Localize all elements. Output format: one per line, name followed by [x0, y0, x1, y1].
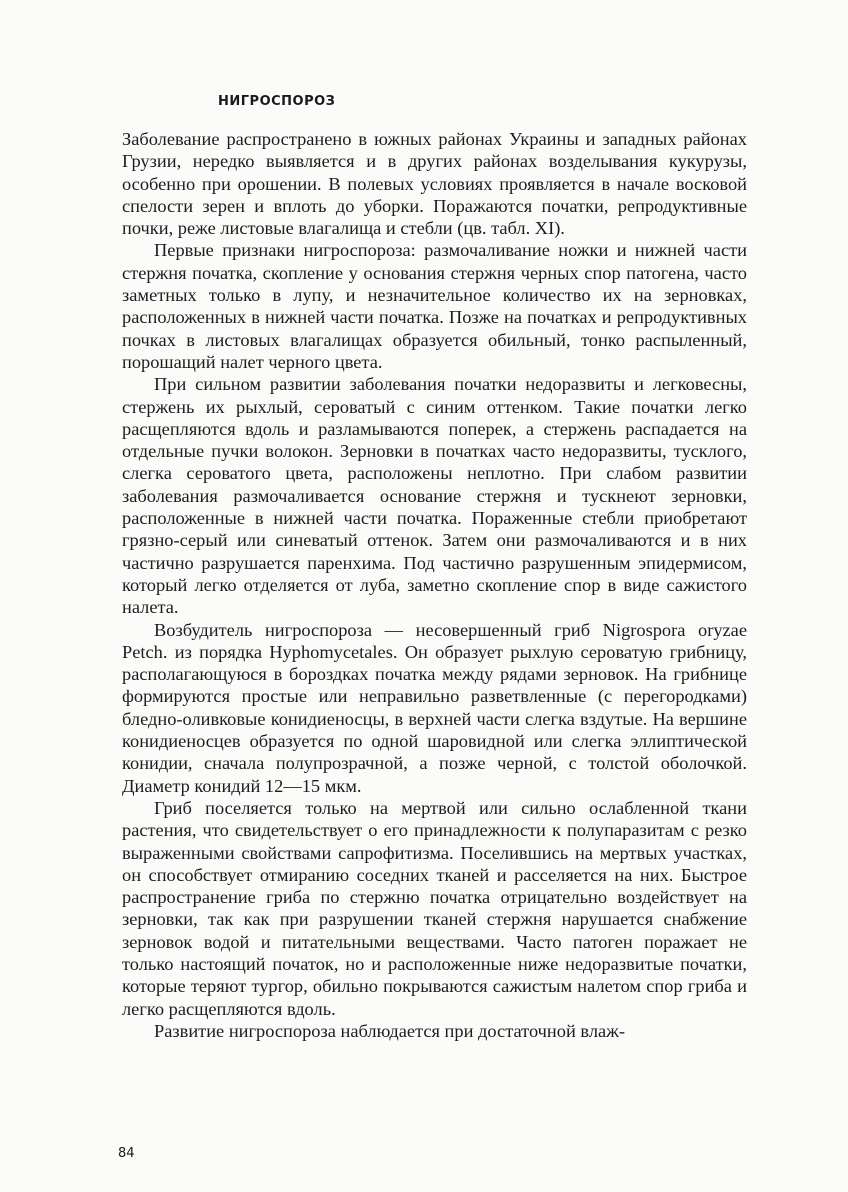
- page-number: 84: [118, 1146, 135, 1161]
- paragraph-2: Первые признаки нигроспороза: размочаливание ножки и нижней части стержня початка, скопление у основания стержня черных спор патогена, часто заметных только в лупу, и незначительное количество их на зерновках, расположенных в нижней части початка. Позже на початках и репродуктивных почках в листовых влагалищах образуется обильный, тонко распыленный, порошащий налет черного цвета.: [122, 240, 747, 372]
- paragraph-1: Заболевание распространено в южных районах Украины и западных районах Грузии, нередко выявляется и в других районах возделывания кукурузы, особенно при орошении. В полевых условиях проявляется в начале восковой спелости зерен и вплоть до уборки. Поражаются початки, репродуктивные почки, реже листовые влагалища и стебли (цв. табл. XI).: [122, 129, 747, 239]
- body-text: [122, 128, 747, 1042]
- paragraph-6: Развитие нигроспороза наблюдается при достаточной влаж-: [154, 1020, 626, 1041]
- paragraph-3: При сильном развитии заболевания початки недоразвиты и легковесны, стержень их рыхлый, сероватый с синим оттенком. Такие початки легко расщепляются вдоль и разламываются поперек, а стержень распадается на отдельные пучки волокон. Зерновки в початках часто недоразвиты, тусклого, слегка сероватого цвета, расположены неплотно. При слабом развитии заболевания размочаливается основание стержня и тускнеют зерновки, расположенные в нижней части початка. Пораженные стебли приобретают грязно-серый или синеватый оттенок. Затем они размочаливаются и в них частично разрушается паренхима. Под частично разрушенным эпидермисом, который легко отделяется от луба, заметно скопление спор в виде сажистого налета.: [122, 374, 747, 618]
- paragraph-4: Возбудитель нигроспороза — несовершенный гриб Nigrospora oryzae Petch. из порядка Hyphomycetales. Он образует рыхлую сероватую грибницу, располагающуюся в бороздках початка между рядами зерновок. На грибнице формируются простые или неправильно разветвленные (с перегородками) бледно-оливковые конидиеносцы, в верхней части слегка вздутые. На вершине конидиеносцев образуется по одной шаровидной или слегка эллиптической конидии, сначала полупрозрачной, а позже черной, с толстой оболочкой. Диаметр конидий 12—15 мкм.: [122, 619, 747, 796]
- section-heading: НИГРОСПОРОЗ: [218, 94, 336, 109]
- paragraph-5: Гриб поселяется только на мертвой или сильно ослабленной ткани растения, что свидетельствует о его принадлежности к полупаразитам с резко выраженными свойствами сапрофитизма. Поселившись на мертвых участках, он способствует отмиранию соседних тканей и расселяется на них. Быстрое распространение гриба по стержню початка отрицательно воздействует на зерновки, так как при разрушении тканей стержня нарушается снабжение зерновок водой и питательными веществами. Часто патоген поражает не только настоящий початок, но и расположенные ниже недоразвитые початки, которые теряют тургор, обильно покрываются сажистым налетом спор гриба и легко расщепляются вдоль.: [122, 797, 747, 1019]
